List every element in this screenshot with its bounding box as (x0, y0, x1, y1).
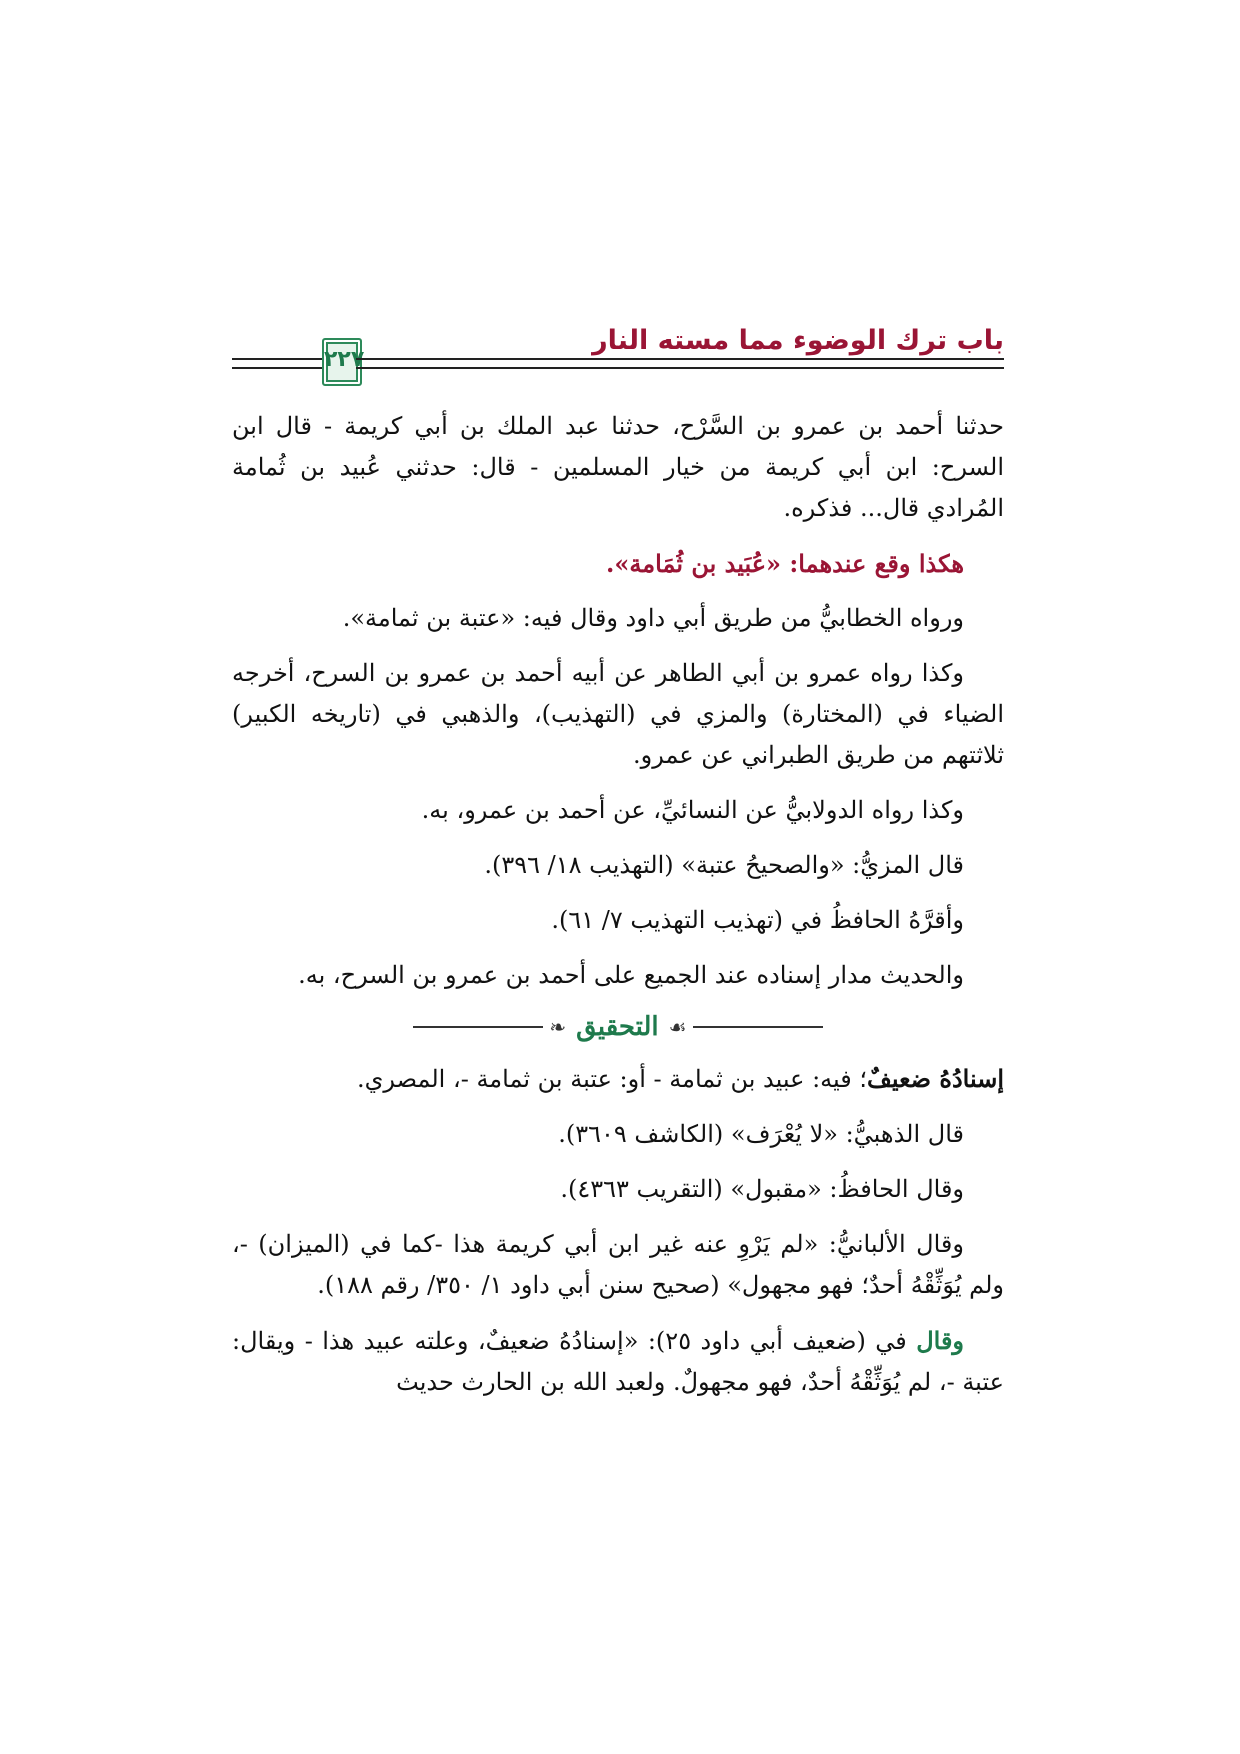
paragraph-albani: وقال الألبانيُّ: «لم يَرْوِ عنه غير ابن أبي كريمة هذا -كما في (الميزان) -، ولم يُوَثِّقْهُ أحدٌ؛ فهو مجهول» (صحيح سنن أبي داود ١/ ٣٥٠/ رقم ١٨٨). (232, 1230, 1004, 1299)
header-rule-left (232, 358, 322, 369)
divider-line-left (413, 1026, 543, 1028)
page-number: ٢٢٧ (324, 347, 365, 372)
paragraph-madar: والحديث مدار إسناده عند الجميع على أحمد بن عمرو بن السرح، به. (298, 961, 964, 989)
paragraph-verdict (232, 1058, 1004, 1100)
header-rule-right (356, 358, 1004, 369)
divider-line-right (693, 1026, 823, 1028)
section-title: التحقيق (576, 1011, 659, 1042)
section-divider (232, 1010, 1004, 1044)
paragraph-dhahabi: قال الذهبيُّ: «لا يُعْرَف» (الكاشف ٣٦٠٩). (558, 1120, 964, 1148)
page-header (232, 305, 1004, 405)
paragraph-isnad: حدثنا أحمد بن عمرو بن السَّرْح، حدثنا عبد الملك بن أبي كريمة - قال ابن السرح: ابن أبي كريمة من خيار المسلمين - قال: حدثني عُبيد بن ثُمامة المُرادي قال... فذكره. (232, 412, 1004, 522)
paragraph-hafiz-taqrib: وقال الحافظُ: «مقبول» (التقريب ٤٣٦٣). (560, 1175, 964, 1203)
verdict-text: ؛ فيه: عبيد بن ثمامة - أو: عتبة بن ثمامة -، المصري. (357, 1065, 867, 1093)
paragraph-albani-daif (232, 1320, 1004, 1403)
albani-daif-text: في (ضعيف أبي داود ٢٥): «إسنادُهُ ضعيفٌ، وعلته عبيد هذا - ويقال: عتبة -، لم يُوَثِّقْهُ أحدٌ، فهو مجهولٌ. ولعبد الله بن الحارث حديث (232, 1327, 1004, 1396)
paragraph-amr: وكذا رواه عمرو بن أبي الطاهر عن أبيه أحمد بن عمرو بن السرح، أخرجه الضياء في (المختارة) والمزي في (التهذيب)، والذهبي في (تاريخه الكبير) ثلاثتهم من طريق الطبراني عن عمرو. (232, 659, 1004, 769)
paragraph-khattabi: ورواه الخطابيُّ من طريق أبي داود وقال فيه: «عتبة بن ثمامة». (342, 604, 964, 632)
ornament-icon: ☙ (668, 1014, 687, 1039)
note-heading: هكذا وقع عندهما: «عُبَيد بن ثُمَامة». (606, 549, 964, 578)
green-lead-word: وقال (916, 1326, 964, 1355)
paragraph-dulabi: وكذا رواه الدولابيُّ عن النسائيِّ، عن أحمد بن عمرو، به. (421, 796, 964, 824)
verdict-lead: إسنادُهُ ضعيفٌ (867, 1064, 1004, 1093)
chapter-title: باب ترك الوضوء مما مسته النار (592, 325, 1004, 356)
main-text (232, 406, 1004, 1417)
paragraph-hafiz: وأقرَّهُ الحافظُ في (تهذيب التهذيب ٧/ ٦١). (551, 906, 964, 934)
ornament-icon: ❧ (549, 1014, 567, 1039)
paragraph-mizzi: قال المزيُّ: «والصحيحُ عتبة» (التهذيب ١٨/ ٣٩٦). (484, 851, 964, 879)
